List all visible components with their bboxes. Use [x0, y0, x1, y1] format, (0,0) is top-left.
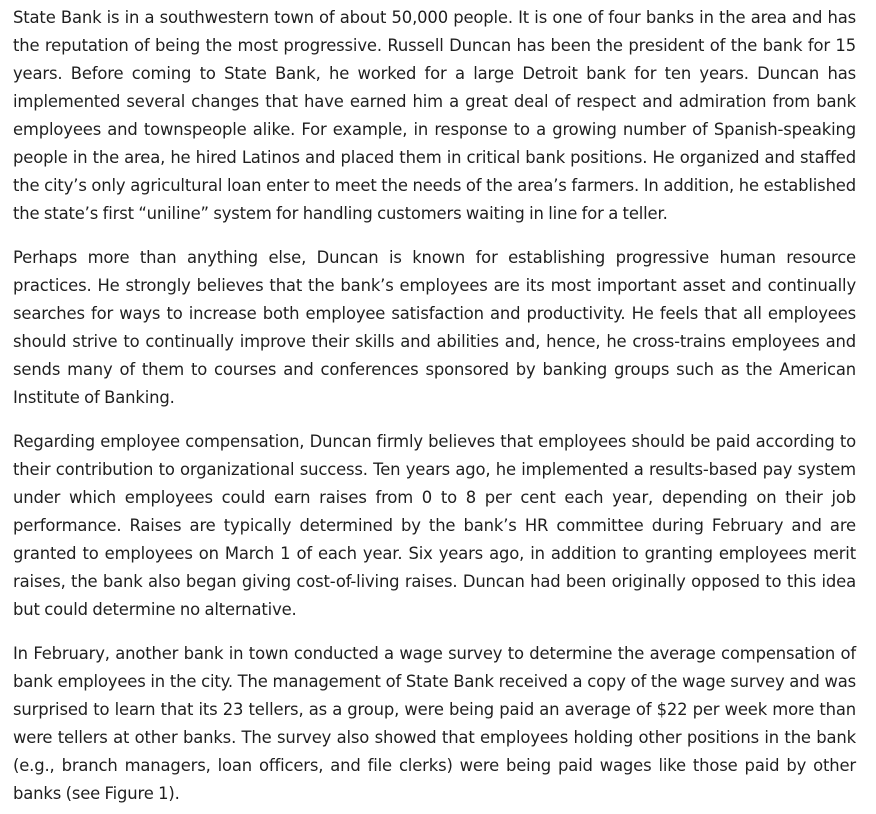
paragraph-compensation: Regarding employee compensation, Duncan firmly believes that employees should be paid according to their contribution to organizational success. Ten years ago, he implemented a results-based pay system under which employees could earn raises from 0 to 8 per cent each year, depending on their job performance. Raises are typically determined by the bank’s HR committee during February and are granted to employees on March 1 of each year. Six years ago, in addition to granting employees merit raises, the bank also began giving cost-of-living raises. Duncan had been originally opposed to this idea but could determine no alternative.: [13, 432, 856, 619]
paragraph-hr-practices: Perhaps more than anything else, Duncan is known for establishing progressive human resource practices. He strongly believes that the bank’s employees are its most important asset and continually searches for ways to increase both employee satisfaction and productivity. He feels that all employees should strive to continually improve their skills and abilities and, hence, he cross-trains employees and sends many of them to courses and conferences sponsored by banking groups such as the American Institute of Banking.: [13, 248, 856, 407]
paragraph-wage-survey: In February, another bank in town conducted a wage survey to determine the average compensation of bank employees in the city. The management of State Bank received a copy of the wage survey and was surprised to learn that its 23 tellers, as a group, were being paid an average of $22 per week more than were tellers at other banks. The survey also showed that employees holding other positions in the bank (e.g., branch managers, loan officers, and file clerks) were being paid wages like those paid by other banks (see Figure 1).: [13, 644, 856, 803]
paragraph-intro: State Bank is in a southwestern town of about 50,000 people. It is one of four banks in the area and has the reputation of being the most progressive. Russell Duncan has been the president of the bank for 15 years. Before coming to State Bank, he worked for a large Detroit bank for ten years. Duncan has implemented several changes that have earned him a great deal of respect and admiration from bank employees and townspeople alike. For example, in response to a growing number of Spanish-speaking people in the area, he hired Latinos and placed them in critical bank positions. He organized and staffed the city’s only agricultural loan enter to meet the needs of the area’s farmers. In addition, he established the state’s first “uniline” system for handling customers waiting in line for a teller.: [13, 8, 856, 223]
